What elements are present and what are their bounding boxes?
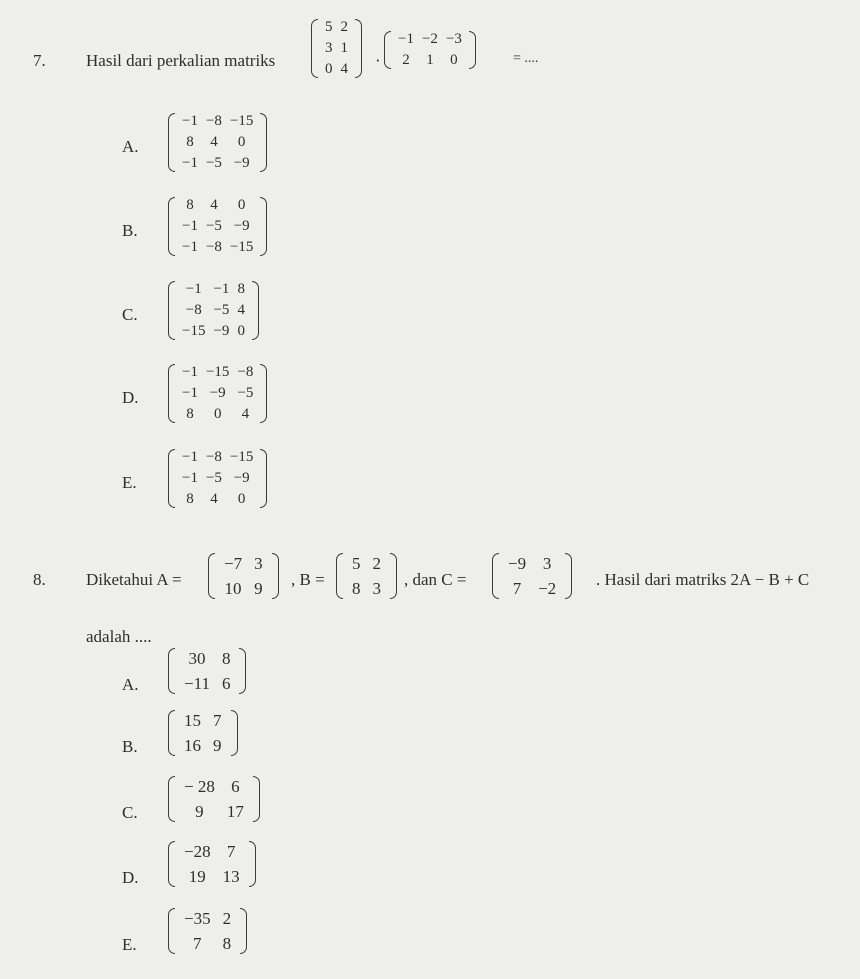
matrix-cell: −9 — [209, 385, 226, 401]
matrix-cell: 8 — [221, 649, 231, 668]
matrix-cell: 5 — [352, 554, 361, 573]
matrix-cell: −8 — [205, 239, 222, 255]
matrix-row — [178, 774, 250, 799]
q8-option-e-matrix — [168, 906, 247, 956]
matrix-cell: 19 — [188, 867, 206, 886]
matrix-cell: 8 — [222, 934, 232, 953]
matrix-cell: 4 — [210, 134, 218, 150]
matrix-row — [178, 646, 236, 671]
matrix-row — [178, 321, 249, 342]
matrix-cell: 7 — [512, 579, 522, 598]
matrix-cell: 4 — [210, 491, 218, 507]
matrix-cell: 0 — [213, 406, 222, 422]
matrix-cell: 4 — [241, 406, 250, 422]
matrix-cell: −8 — [205, 449, 222, 465]
q8-option-d-matrix — [168, 839, 256, 889]
q8-option-b-label: B. — [122, 737, 138, 756]
matrix-grid — [218, 551, 269, 601]
q7-option-a-label: A. — [122, 137, 139, 156]
q8-sep-c: , dan C = — [404, 570, 467, 589]
matrix-cell: 7 — [213, 711, 222, 730]
matrix-cell: 3 — [542, 554, 552, 573]
matrix-row — [178, 799, 250, 824]
matrix-cell: −1 — [182, 218, 198, 234]
matrix-cell: 8 — [186, 197, 194, 213]
matrix-cell: −2 — [421, 31, 438, 47]
matrix-grid — [178, 906, 237, 956]
matrix-grid — [178, 362, 257, 425]
matrix-cell: 0 — [237, 323, 245, 339]
matrix-cell: 9 — [254, 579, 263, 598]
q8-option-d-label: D. — [122, 868, 139, 887]
matrix-cell: 8 — [237, 281, 245, 297]
matrix-row — [178, 931, 237, 956]
matrix-cell: −15 — [229, 449, 254, 465]
matrix-grid — [178, 839, 246, 889]
matrix-cell: −1 — [182, 239, 198, 255]
matrix-cell: −1 — [182, 470, 198, 486]
matrix-cell: −1 — [182, 155, 198, 171]
matrix-grid — [502, 551, 562, 601]
matrix-cell: 4 — [210, 197, 218, 213]
matrix-cell: 4 — [237, 302, 245, 318]
matrix-row — [218, 551, 269, 576]
q8-sep-b: , B = — [291, 570, 325, 589]
matrix-grid — [346, 551, 387, 601]
matrix-cell: 8 — [186, 491, 194, 507]
matrix-cell: −1 — [398, 31, 414, 47]
q7-option-e-matrix — [168, 447, 267, 510]
matrix-cell: −5 — [237, 385, 254, 401]
q8-option-a-label: A. — [122, 675, 139, 694]
q7-option-c-matrix — [168, 279, 259, 342]
matrix-row — [178, 489, 257, 510]
matrix-cell: −15 — [229, 239, 254, 255]
matrix-cell: −9 — [233, 218, 250, 234]
matrix-cell: −8 — [205, 113, 222, 129]
matrix-cell: −8 — [237, 364, 254, 380]
q7-option-d-label: D. — [122, 388, 139, 407]
matrix-row — [321, 17, 352, 38]
q7-option-b-matrix — [168, 195, 267, 258]
matrix-cell: 2 — [402, 52, 410, 68]
matrix-cell: −1 — [182, 449, 198, 465]
q7-option-d-matrix — [168, 362, 267, 425]
matrix-grid — [178, 111, 257, 174]
matrix-cell: 0 — [325, 61, 333, 77]
matrix-cell: 3 — [372, 579, 381, 598]
matrix-cell: −7 — [224, 554, 243, 573]
q8-adalah: adalah .... — [86, 627, 152, 646]
matrix-row — [178, 279, 249, 300]
q8-option-b-matrix — [168, 708, 238, 758]
matrix-row — [178, 383, 257, 404]
matrix-row — [178, 447, 257, 468]
matrix-cell: 3 — [325, 40, 333, 56]
matrix-row — [178, 404, 257, 425]
matrix-grid — [178, 195, 257, 258]
matrix-grid — [394, 29, 466, 71]
matrix-row — [178, 153, 257, 174]
matrix-grid — [178, 279, 249, 342]
matrix-cell: −28 — [184, 842, 211, 861]
matrix-grid — [321, 17, 352, 80]
q8-option-a-matrix — [168, 646, 246, 696]
q8-matrix-c — [492, 551, 572, 601]
q8-tail: . Hasil dari matriks 2A − B + C — [596, 570, 810, 589]
matrix-cell: 3 — [254, 554, 263, 573]
matrix-grid — [178, 447, 257, 510]
q7-matrix-2 — [384, 29, 476, 71]
matrix-cell: 17 — [226, 802, 244, 821]
q7-matrix-1 — [311, 17, 362, 80]
matrix-cell: −3 — [445, 31, 462, 47]
matrix-cell: 6 — [221, 674, 231, 693]
q7-dot: · — [375, 51, 381, 70]
matrix-row — [218, 576, 269, 601]
matrix-row — [178, 237, 257, 258]
matrix-cell: 1 — [340, 40, 348, 56]
q8-text: Diketahui A = — [86, 570, 182, 589]
matrix-cell: 16 — [184, 736, 201, 755]
matrix-cell: 9 — [213, 736, 222, 755]
q8-matrix-b — [336, 551, 397, 601]
matrix-cell: −5 — [205, 155, 222, 171]
matrix-row — [178, 300, 249, 321]
q7-equals: = .... — [513, 51, 539, 66]
matrix-cell: −15 — [229, 113, 254, 129]
matrix-row — [178, 111, 257, 132]
matrix-cell: 0 — [237, 197, 246, 213]
matrix-cell: −1 — [182, 385, 198, 401]
matrix-cell: 9 — [195, 802, 204, 821]
q8-number: 8. — [33, 570, 46, 589]
matrix-cell: −1 — [213, 281, 230, 297]
matrix-row — [178, 216, 257, 237]
q7-option-c-label: C. — [122, 305, 138, 324]
matrix-cell: −2 — [538, 579, 557, 598]
matrix-cell: 2 — [372, 554, 381, 573]
matrix-cell: −1 — [182, 364, 198, 380]
matrix-cell: 4 — [340, 61, 348, 77]
matrix-grid — [178, 646, 236, 696]
matrix-cell: −15 — [182, 323, 206, 339]
matrix-row — [321, 59, 352, 80]
matrix-row — [178, 468, 257, 489]
matrix-row — [178, 671, 236, 696]
matrix-cell: 13 — [222, 867, 240, 886]
matrix-cell: 0 — [237, 134, 246, 150]
matrix-row — [394, 29, 466, 50]
matrix-cell: − 28 — [184, 777, 215, 796]
matrix-row — [178, 906, 237, 931]
q7-option-b-label: B. — [122, 221, 138, 240]
matrix-cell: −9 — [508, 554, 527, 573]
matrix-cell: −5 — [213, 302, 230, 318]
matrix-cell: 7 — [226, 842, 236, 861]
matrix-grid — [178, 708, 228, 758]
matrix-cell: 8 — [186, 134, 194, 150]
matrix-cell: 8 — [352, 579, 361, 598]
matrix-cell: 0 — [237, 491, 246, 507]
matrix-cell: 0 — [450, 52, 458, 68]
matrix-row — [178, 132, 257, 153]
matrix-row — [502, 551, 562, 576]
matrix-row — [394, 50, 466, 71]
matrix-cell: 7 — [193, 934, 202, 953]
matrix-cell: 2 — [222, 909, 232, 928]
q8-option-c-matrix — [168, 774, 260, 824]
matrix-row — [178, 864, 246, 889]
matrix-cell: −5 — [205, 218, 222, 234]
matrix-cell: 8 — [186, 406, 194, 422]
matrix-row — [502, 576, 562, 601]
matrix-cell: 6 — [231, 777, 240, 796]
q8-option-e-label: E. — [122, 935, 137, 954]
matrix-cell: 2 — [340, 19, 348, 35]
matrix-cell: −15 — [205, 364, 230, 380]
matrix-row — [321, 38, 352, 59]
matrix-cell: 1 — [426, 52, 434, 68]
matrix-cell: −11 — [184, 674, 210, 693]
matrix-cell: −1 — [182, 113, 198, 129]
matrix-cell: −5 — [205, 470, 222, 486]
matrix-row — [346, 551, 387, 576]
matrix-cell: 15 — [184, 711, 201, 730]
matrix-row — [178, 195, 257, 216]
matrix-cell: −9 — [233, 155, 250, 171]
matrix-row — [178, 733, 228, 758]
matrix-cell: −8 — [185, 302, 202, 318]
q8-matrix-a — [208, 551, 279, 601]
matrix-row — [346, 576, 387, 601]
matrix-row — [178, 362, 257, 383]
matrix-cell: −35 — [184, 909, 211, 928]
matrix-cell: 30 — [188, 649, 206, 668]
q7-text: Hasil dari perkalian matriks — [86, 51, 276, 70]
q7-option-a-matrix — [168, 111, 267, 174]
matrix-cell: −9 — [233, 470, 250, 486]
matrix-grid — [178, 774, 250, 824]
q8-option-c-label: C. — [122, 803, 138, 822]
q7-option-e-label: E. — [122, 473, 137, 492]
matrix-row — [178, 708, 228, 733]
matrix-cell: 10 — [224, 579, 242, 598]
matrix-cell: −9 — [213, 323, 230, 339]
q7-number: 7. — [33, 51, 46, 70]
matrix-row — [178, 839, 246, 864]
matrix-cell: 5 — [325, 19, 333, 35]
matrix-cell: −1 — [185, 281, 202, 297]
